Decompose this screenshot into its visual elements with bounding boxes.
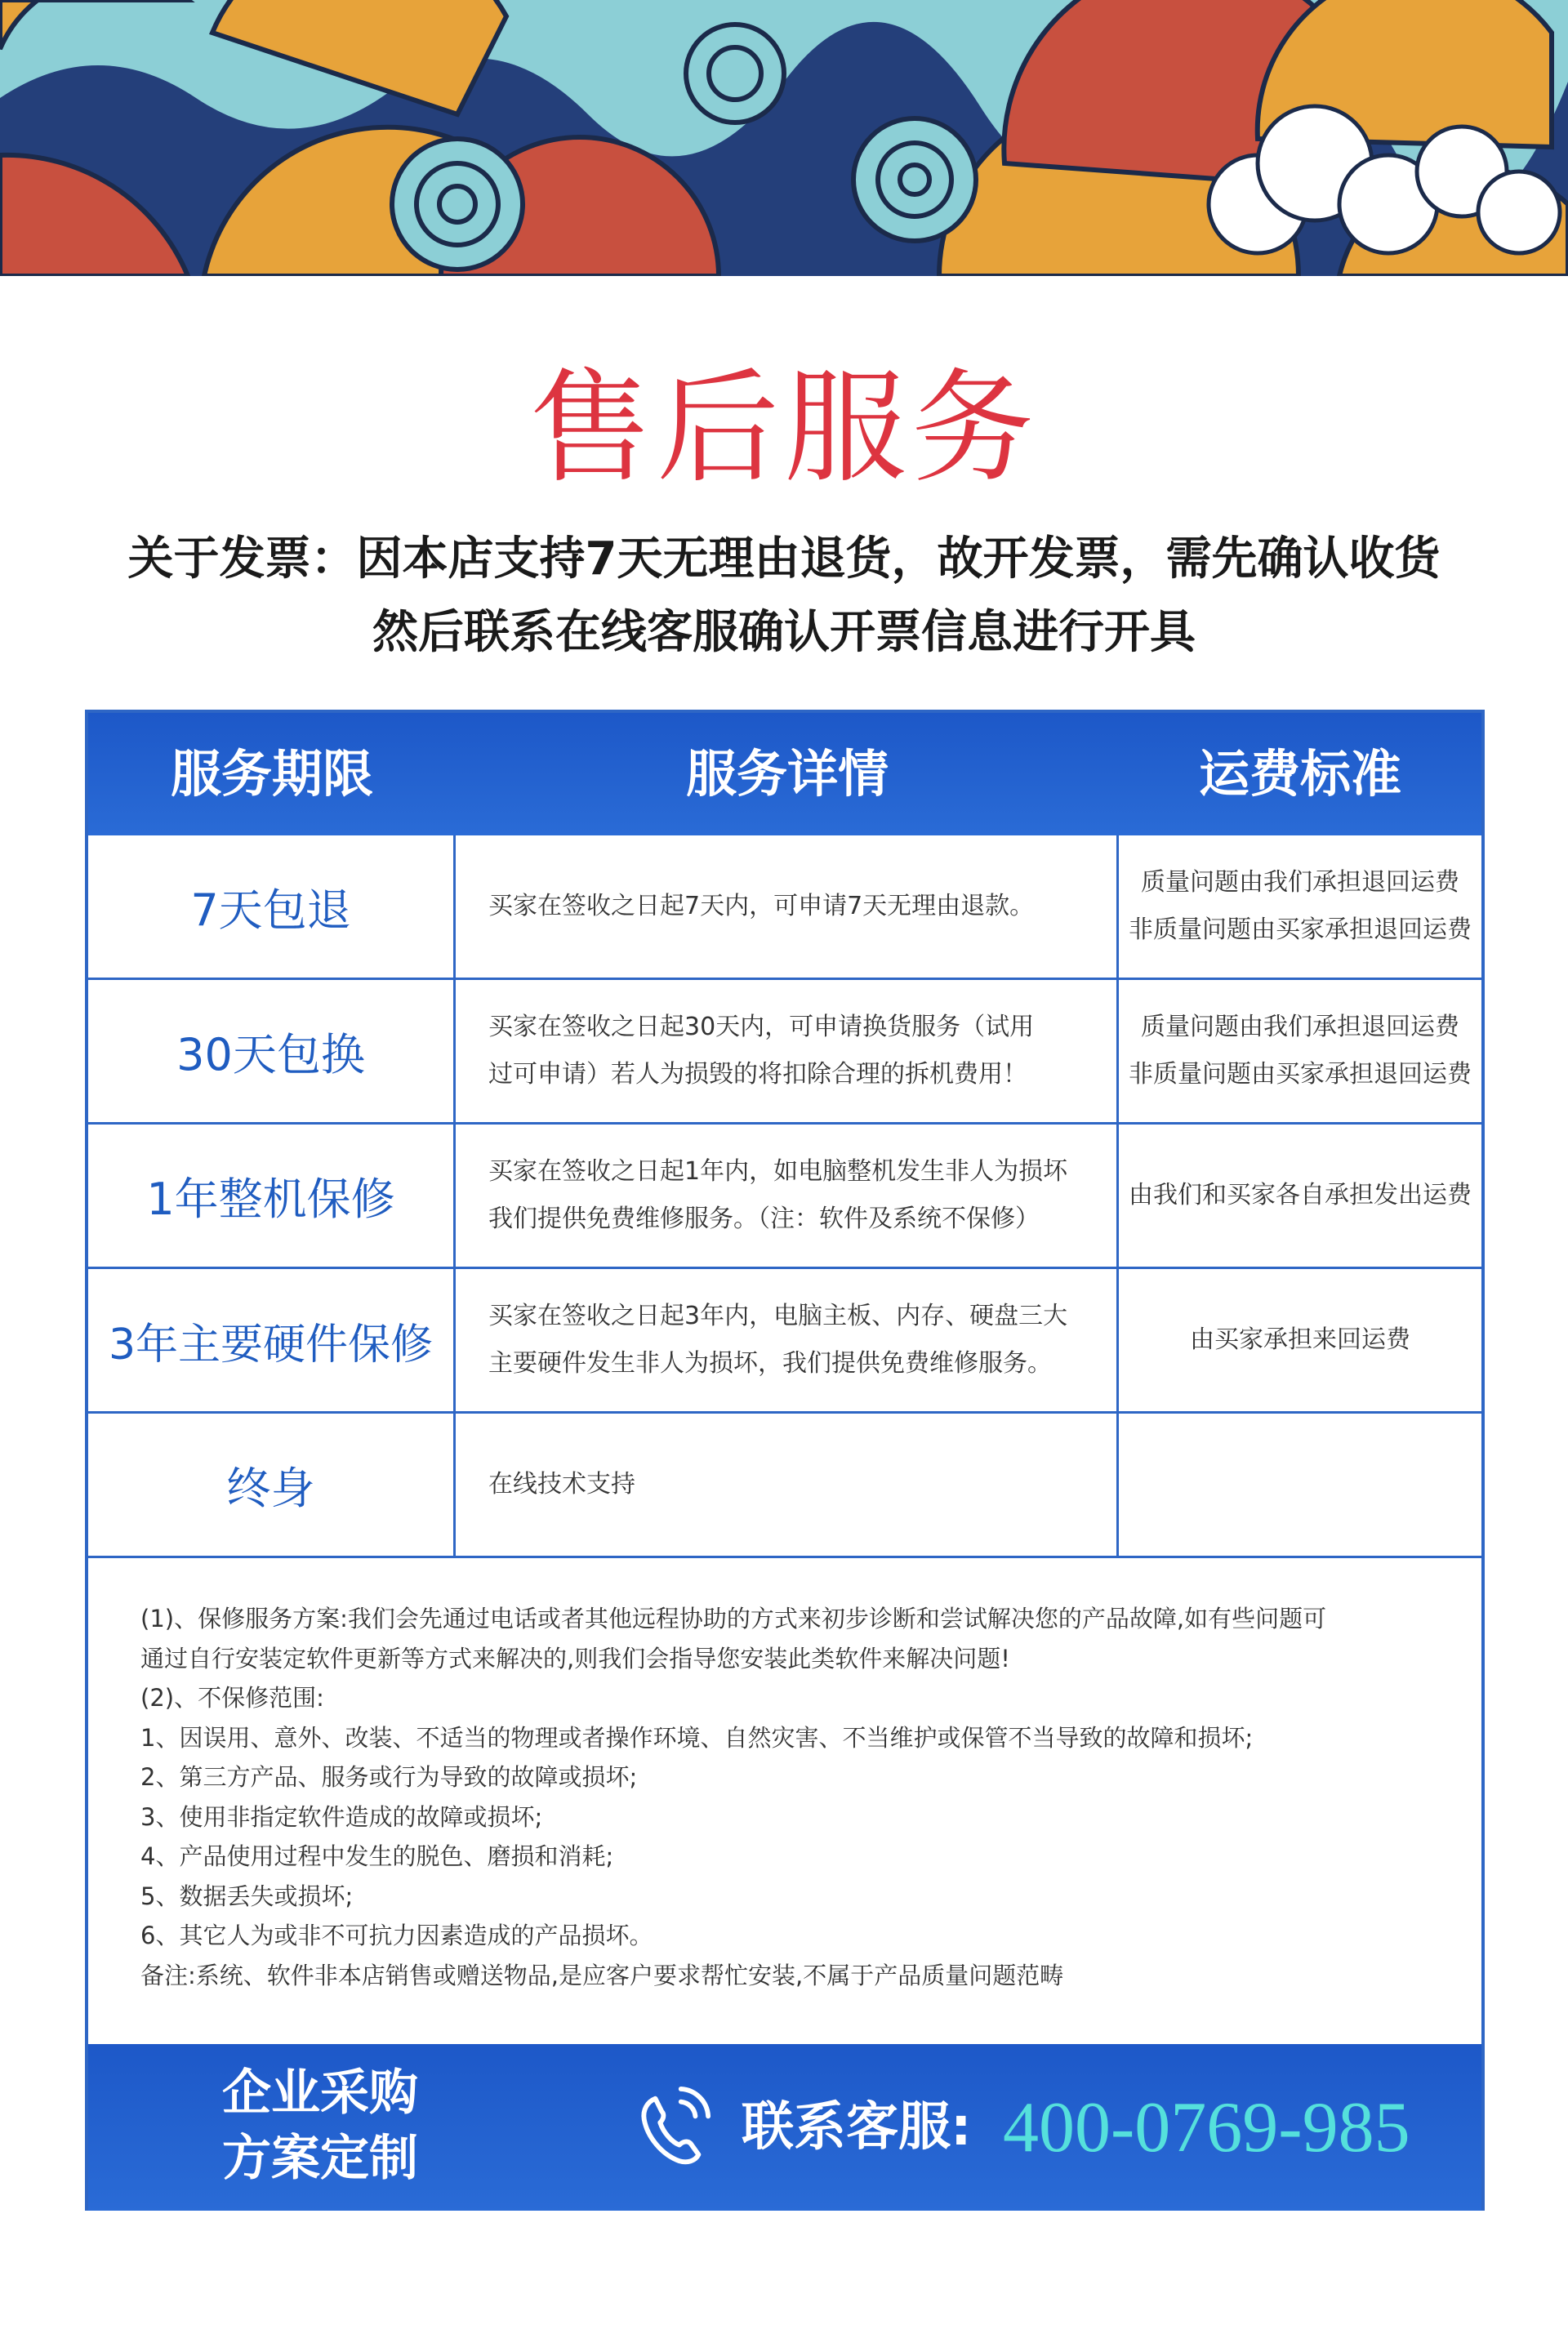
header-shipping: 运费标准 (1198, 744, 1401, 804)
note-line: 2、第三方产品、服务或行为导致的故障或损坏; (140, 1763, 638, 1791)
detail-text: 买家在签收之日起7天内，可申请7天无理由退款。 (488, 892, 1035, 920)
contact-label: 联系客服: (742, 2097, 972, 2158)
detail-cell (456, 1125, 1119, 1269)
table-header (88, 713, 1481, 835)
invoice-notice-line-2: 然后联系在线客服确认开票信息进行开具 (372, 606, 1196, 659)
table-row (88, 1269, 1481, 1414)
table-row (88, 1125, 1481, 1269)
note-line: (2)、不保修范围: (140, 1684, 324, 1712)
detail-cell (456, 835, 1119, 980)
detail-text: 买家在签收之日起1年内，如电脑整机发生非人为损坏 我们提供免费维修服务。（注：软件及系统不保修） (488, 1157, 1068, 1233)
detail-text: 买家在签收之日起3年内，电脑主板、内存、硬盘三大 主要硬件发生非人为损坏，我们提供免费维修服务。 (488, 1302, 1068, 1378)
invoice-notice (0, 523, 1568, 670)
phone-number[interactable]: 400-0769-985 (1003, 2088, 1410, 2167)
page-title: 售后服务 (528, 358, 1039, 500)
shipping-cell (1119, 980, 1481, 1125)
service-panel (85, 710, 1485, 2211)
note-line: 通过自行安装定软件更新等方式来解决的,则我们会指导您安装此类软件来解决问题! (140, 1644, 1010, 1672)
detail-cell (456, 1414, 1119, 1558)
table-row (88, 835, 1481, 980)
header-term: 服务期限 (170, 744, 373, 804)
invoice-notice-line-1: 关于发票：因本店支持7天无理由退货，故开发票，需先确认收货 (127, 532, 1441, 586)
detail-text: 买家在签收之日起30天内，可申请换货服务（试用 过可申请）若人为损毁的将扣除合理的拆机费用！ (488, 1013, 1035, 1089)
enterprise-line-2: 方案定制 (222, 2130, 418, 2187)
detail-text: 在线技术支持 (488, 1470, 635, 1499)
term-cell: 1年整机保修 (88, 1125, 456, 1269)
note-line: (1)、保修服务方案:我们会先通过电话或者其他远程协助的方式来初步诊断和尝试解决您的产品故障,如有些问题可 (140, 1605, 1327, 1632)
term-cell: 7天包退 (88, 835, 456, 980)
warranty-notes (140, 1599, 1431, 1995)
shipping-cell (1119, 835, 1481, 980)
shipping-text: 质量问题由我们承担退回运费 非质量问题由买家承担退回运费 (1129, 868, 1472, 944)
term-cell: 终身 (88, 1414, 456, 1558)
note-line: 6、其它人为或非不可抗力因素造成的产品损坏。 (140, 1922, 653, 1949)
shipping-cell (1119, 1269, 1481, 1414)
detail-cell (456, 980, 1119, 1125)
decorative-banner (0, 0, 1568, 276)
contact-footer (88, 2044, 1481, 2211)
shipping-text: 质量问题由我们承担退回运费 非质量问题由买家承担退回运费 (1129, 1013, 1472, 1089)
note-line: 3、使用非指定软件造成的故障或损坏; (140, 1802, 543, 1831)
detail-cell (456, 1269, 1119, 1414)
enterprise-line-1: 企业采购 (222, 2064, 418, 2122)
term-cell: 30天包换 (88, 980, 456, 1125)
note-line: 4、产品使用过程中发生的脱色、磨损和消耗; (140, 1842, 614, 1870)
shipping-text: 由我们和买家各自承担发出运费 (1129, 1181, 1472, 1209)
enterprise-purchase (222, 2060, 418, 2191)
shipping-cell (1119, 1125, 1481, 1269)
note-line: 5、数据丢失或损坏; (140, 1882, 354, 1910)
shipping-cell (1119, 1414, 1481, 1558)
header-detail: 服务详情 (685, 744, 889, 804)
term-cell: 3年主要硬件保修 (88, 1269, 456, 1414)
table-row (88, 1414, 1481, 1558)
phone-icon (633, 2083, 713, 2173)
note-line: 1、因误用、意外、改装、不适当的物理或者操作环境、自然灾害、不当维护或保管不当导致的故障和损坏; (140, 1723, 1254, 1752)
table-row (88, 980, 1481, 1125)
shipping-text: 由买家承担来回运费 (1190, 1325, 1410, 1354)
note-line: 备注:系统、软件非本店销售或赠送物品,是应客户要求帮忙安装,不属于产品质量问题范畴 (140, 1961, 1064, 1989)
